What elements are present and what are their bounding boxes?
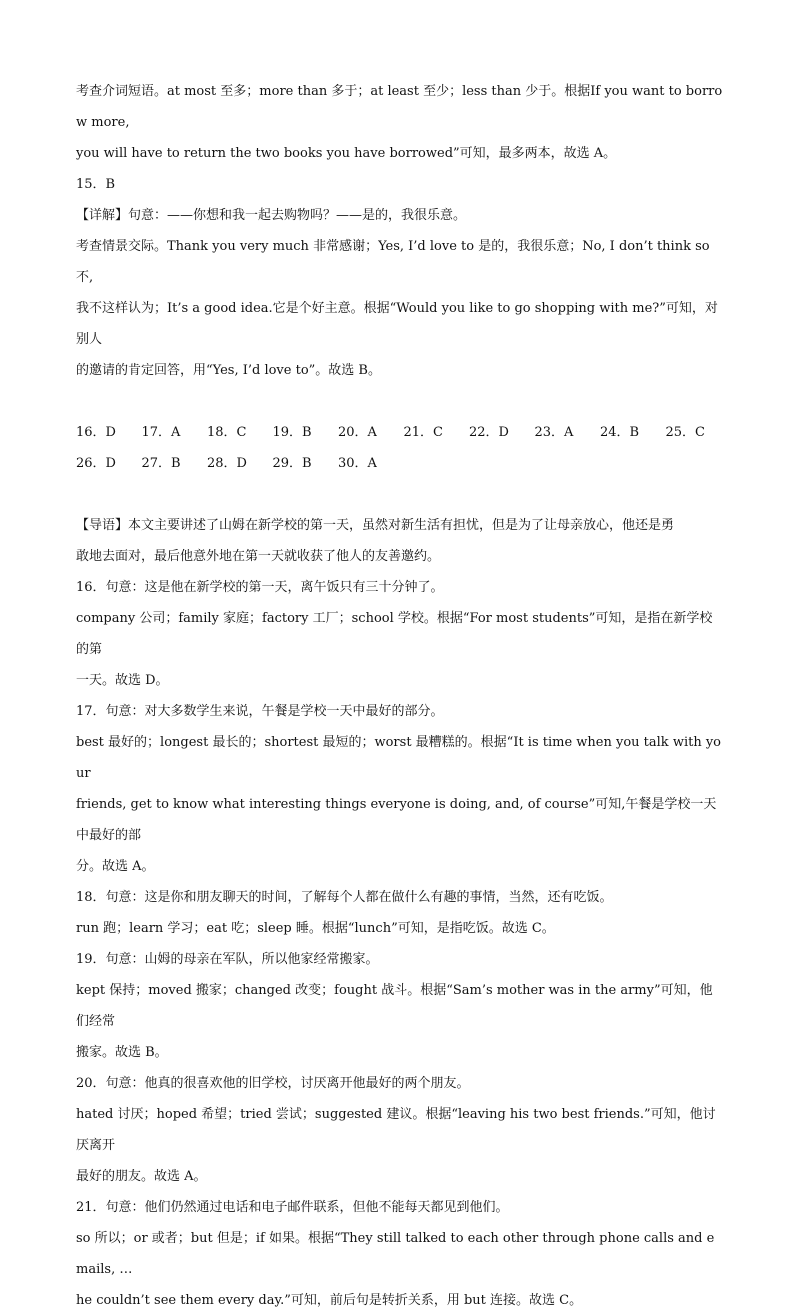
answer-key-item: 27．B (141, 456, 181, 471)
text-line: so 所以；or 或者；but 但是；if 如果。根据“They still talked to each other through phone calls and emails, … (76, 1231, 715, 1277)
text-line: 搬家。故选 B。 (76, 1045, 168, 1060)
text-line: 敢地去面对，最后他意外地在第一天就收获了他人的友善邀约。 (76, 549, 441, 564)
answer-key-item: 17．A (141, 425, 181, 440)
text-line: he couldn’t see them every day.”可知，前后句是转折关系，用 but 连接。故选 C。 (76, 1293, 583, 1308)
answer-key-item: 18．C (207, 425, 247, 440)
text-line: 【详解】句意：——你想和我一起去购物吗？——是的，我很乐意。 (76, 208, 467, 223)
text-line: 20．句意：他真的很喜欢他的旧学校，讨厌离开他最好的两个朋友。 (76, 1076, 470, 1091)
text-line: friends, get to know what interesting things everyone is doing, and, of course”可知,午餐是学校一天中最好的部 (76, 797, 717, 843)
text-line: 18．句意：这是你和朋友聊天的时间，了解每个人都在做什么有趣的事情，当然，还有吃饭。 (76, 890, 613, 905)
text-line: 17．句意：对大多数学生来说，午餐是学校一天中最好的部分。 (76, 704, 444, 719)
text-line: 我不这样认为；It’s a good idea.它是个好主意。根据“Would you like to go shopping with me?”可知，对别人 (76, 301, 718, 347)
text-line: company 公司；family 家庭；factory 工厂；school 学校。根据“For most students”可知，是指在新学校的第 (76, 611, 713, 657)
explanation-block-14-15 (76, 76, 724, 386)
document-page (76, 76, 724, 1316)
answer-key-item: 24．B (600, 425, 640, 440)
answer-key-item: 29．B (272, 456, 312, 471)
explanation-block-16-21 (76, 510, 724, 1316)
answer-key-item: 19．B (272, 425, 312, 440)
text-line: 一天。故选 D。 (76, 673, 169, 688)
answer-line: 15．B (76, 177, 116, 192)
text-line: 考查介词短语。at most 至多；more than 多于；at least 至少；less than 少于。根据If you want to borrow more, (76, 84, 723, 130)
text-line: you will have to return the two books you have borrowed”可知，最多两本，故选 A。 (76, 146, 617, 161)
text-line: 最好的朋友。故选 A。 (76, 1169, 207, 1184)
answer-key-item: 20．A (338, 425, 377, 440)
answer-key-item: 28．D (207, 456, 247, 471)
text-line: hated 讨厌；hoped 希望；tried 尝试；suggested 建议。根据“leaving his two best friends.”可知，他讨厌离开 (76, 1107, 716, 1153)
text-line: 19．句意：山姆的母亲在军队，所以他家经常搬家。 (76, 952, 379, 967)
text-line: 分。故选 A。 (76, 859, 155, 874)
answer-key-grid (76, 417, 736, 479)
answer-key-item: 26．D (76, 456, 116, 471)
text-line: 16．句意：这是他在新学校的第一天，离午饭只有三十分钟了。 (76, 580, 444, 595)
answer-key-item: 16．D (76, 425, 116, 440)
answer-key-item: 25．C (665, 425, 705, 440)
spacer (76, 386, 724, 417)
answer-key-item: 22．D (469, 425, 509, 440)
answer-key-item: 23．A (534, 425, 574, 440)
guide-line: 【导语】本文主要讲述了山姆在新学校的第一天，虽然对新生活有担忧，但是为了让母亲放心，他还是勇 (76, 518, 675, 533)
answer-key-item: 21．C (403, 425, 443, 440)
text-line: 的邀请的肯定回答，用“Yes, I’d love to”。故选 B。 (76, 363, 381, 378)
spacer (76, 479, 724, 510)
text-line: best 最好的；longest 最长的；shortest 最短的；worst 最糟糕的。根据“It is time when you talk with your (76, 735, 722, 781)
text-line: kept 保持；moved 搬家；changed 改变；fought 战斗。根据“Sam’s mother was in the army”可知，他们经常 (76, 983, 713, 1029)
text-line: 21．句意：他们仍然通过电话和电子邮件联系，但他不能每天都见到他们。 (76, 1200, 509, 1215)
text-line: run 跑；learn 学习；eat 吃；sleep 睡。根据“lunch”可知，是指吃饭。故选 C。 (76, 921, 555, 936)
answer-key-item: 30．A (338, 456, 377, 471)
text-line: 考查情景交际。Thank you very much 非常感谢；Yes, I’d love to 是的，我很乐意；No, I don’t think so 不, (76, 239, 710, 285)
